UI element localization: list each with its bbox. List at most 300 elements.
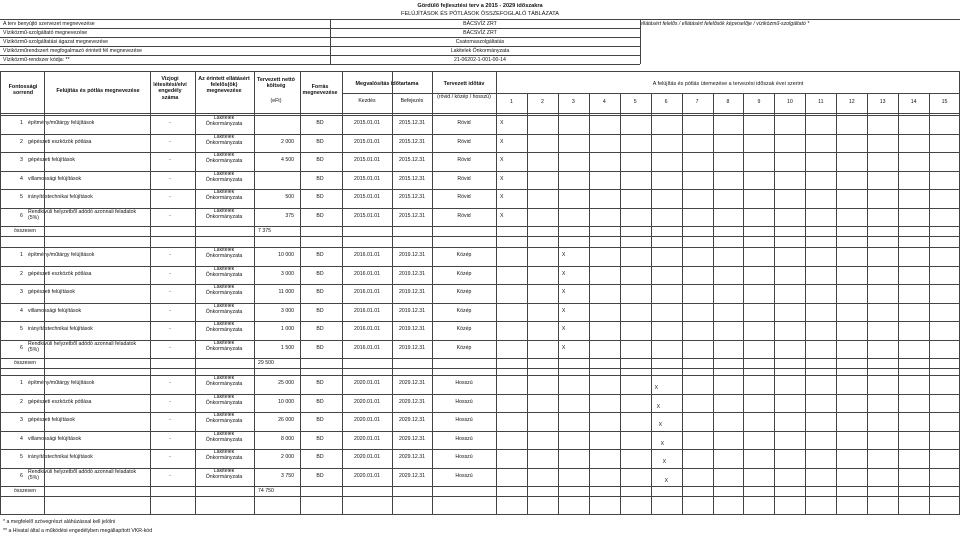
row-owner: Lakitelek Önkormányzata xyxy=(205,133,243,146)
row-end: 2015.12.31 xyxy=(399,138,425,145)
row-term: Rövid xyxy=(457,120,471,126)
row-cost: 500 xyxy=(285,194,294,200)
grid-line xyxy=(195,71,196,514)
section-total-value: 7 375 xyxy=(258,228,271,234)
grid-line xyxy=(620,93,621,514)
row-priority: 2 xyxy=(20,138,23,145)
row-cost: 1 500 xyxy=(281,344,294,351)
grid-line xyxy=(0,208,960,209)
row-priority: 1 xyxy=(20,252,23,258)
year-cell: 13 xyxy=(879,99,886,105)
row-source: BD xyxy=(316,472,324,479)
grid-line xyxy=(342,71,343,514)
info-label: Víziközmű-rendszer kódja: ** xyxy=(3,57,70,63)
row-year-mark: X xyxy=(660,440,665,447)
header-source: Forrás megnevezése xyxy=(302,84,338,97)
row-permit: - xyxy=(169,307,171,314)
row-end: 2015.12.31 xyxy=(399,194,425,200)
row-end: 2015.12.31 xyxy=(399,175,425,182)
row-year-mark: X xyxy=(561,344,566,351)
row-name: gépészeti eszközök pótlása xyxy=(28,138,92,145)
grid-line xyxy=(0,284,960,285)
grid-line xyxy=(867,93,868,514)
year-cell: 2 xyxy=(540,99,544,105)
table-row xyxy=(0,394,960,413)
row-end: 2029.12.31 xyxy=(399,472,425,479)
grid-line xyxy=(0,486,960,487)
row-name: gépészeti felújítások xyxy=(28,289,76,295)
row-priority: 4 xyxy=(20,435,23,442)
row-source: BD xyxy=(316,326,324,332)
row-term: Hosszú xyxy=(455,472,473,479)
row-owner: Lakitelek Önkormányzata xyxy=(205,189,243,201)
row-source: BD xyxy=(316,138,324,145)
row-source: BD xyxy=(316,270,324,277)
table-row xyxy=(0,266,960,285)
row-permit: - xyxy=(169,194,171,200)
info-value: BÁCSVÍZ ZRT xyxy=(463,21,497,27)
row-permit: - xyxy=(169,435,171,442)
row-end: 2029.12.31 xyxy=(399,454,425,460)
row-end: 2019.12.31 xyxy=(399,252,425,258)
row-term: Közép xyxy=(456,307,472,314)
row-end: 2019.12.31 xyxy=(399,289,425,295)
row-end: 2019.12.31 xyxy=(399,326,425,332)
row-start: 2020.01.01 xyxy=(354,398,380,405)
row-start: 2015.01.01 xyxy=(354,138,380,145)
row-year-mark: X xyxy=(662,459,667,465)
row-start: 2020.01.01 xyxy=(354,435,380,442)
header-end: Befejezés xyxy=(400,98,424,104)
row-cost: 26 000 xyxy=(278,417,294,423)
grid-line xyxy=(0,134,960,135)
row-permit: - xyxy=(169,344,171,351)
header-cost: Tervezett nettó költség xyxy=(257,77,295,90)
row-owner: Lakitelek Önkormányzata xyxy=(205,339,243,352)
row-year-mark: X xyxy=(561,326,566,332)
section-total-label: összesen xyxy=(14,360,36,366)
row-year-mark: X xyxy=(664,477,669,484)
grid-line xyxy=(0,368,960,369)
row-term: Közép xyxy=(456,326,472,332)
info-label: A terv benyújtó szervezet megnevezése xyxy=(3,21,95,27)
row-end: 2019.12.31 xyxy=(399,270,425,277)
grid-line xyxy=(713,93,714,514)
row-priority: 5 xyxy=(20,326,23,332)
row-permit: - xyxy=(169,120,171,126)
info-value: Lakitelek Önkormányzata xyxy=(450,48,510,54)
row-cost: 1 000 xyxy=(281,326,294,332)
row-priority: 3 xyxy=(20,289,23,295)
row-name: Rendkívüli helyzetből adódó azonnali feladatok (5%) xyxy=(28,208,137,221)
grid-line xyxy=(432,71,433,514)
row-term: Rövid xyxy=(457,138,471,145)
row-name: irányítástechnikai felújítások xyxy=(28,326,93,332)
grid-line xyxy=(0,46,640,47)
section-total-value: 74 750 xyxy=(258,488,274,494)
row-name: gépészeti eszközök pótlása xyxy=(28,270,92,277)
grid-line xyxy=(0,303,960,304)
grid-line xyxy=(0,321,960,322)
row-priority: 3 xyxy=(20,417,23,423)
grid-line xyxy=(254,71,255,514)
grid-line xyxy=(0,71,960,72)
row-cost: 8 000 xyxy=(281,435,294,442)
row-term: Közép xyxy=(456,270,472,277)
grid-line xyxy=(0,412,960,413)
row-permit: - xyxy=(169,472,171,479)
grid-line xyxy=(150,71,151,514)
table-row xyxy=(0,449,960,468)
row-end: 2029.12.31 xyxy=(399,435,425,442)
row-permit: - xyxy=(169,138,171,145)
year-cell: 12 xyxy=(848,99,855,105)
year-cell: 8 xyxy=(726,99,730,105)
grid-line xyxy=(496,71,497,514)
table-row xyxy=(0,247,960,266)
grid-line xyxy=(743,93,744,514)
grid-line xyxy=(805,93,806,514)
row-year-mark: X xyxy=(654,385,659,391)
year-cell: 7 xyxy=(695,99,699,105)
row-start: 2015.01.01 xyxy=(354,212,380,219)
grid-line xyxy=(44,71,45,514)
row-name: villamossági felújítások xyxy=(28,307,82,314)
row-cost: 2 000 xyxy=(281,138,294,145)
table-row xyxy=(0,284,960,303)
grid-line xyxy=(0,431,960,432)
responsible-note: ellátásért felelős / ellátásért felelősök képviselője / víziközmű-szolgáltató * xyxy=(640,21,810,27)
row-end: 2029.12.31 xyxy=(399,398,425,405)
row-end: 2029.12.31 xyxy=(399,380,425,386)
row-source: BD xyxy=(316,454,324,460)
row-term: Közép xyxy=(456,252,472,258)
row-end: 2015.12.31 xyxy=(399,157,425,163)
grid-line xyxy=(0,496,960,497)
grid-line xyxy=(0,514,960,515)
row-permit: - xyxy=(169,380,171,386)
row-permit: - xyxy=(169,157,171,163)
row-start: 2015.01.01 xyxy=(354,175,380,182)
table-row xyxy=(0,321,960,340)
grid-line xyxy=(898,93,899,514)
row-name: gépészeti felújítások xyxy=(28,417,76,423)
row-year-mark: X xyxy=(656,403,661,410)
row-year-mark: X xyxy=(561,252,566,258)
section-total-label: összesen xyxy=(14,228,36,234)
row-permit: - xyxy=(169,212,171,219)
grid-line xyxy=(330,19,331,64)
row-cost: 4 500 xyxy=(281,157,294,163)
year-cell: 11 xyxy=(818,99,824,105)
header-duration: Megvalósítás időtartama xyxy=(355,81,419,87)
row-year-mark: X xyxy=(500,157,504,163)
row-term: Hosszú xyxy=(455,435,473,442)
grid-line xyxy=(0,266,960,267)
row-term: Hosszú xyxy=(455,398,473,405)
row-year-mark: X xyxy=(500,175,504,182)
row-source: BD xyxy=(316,380,324,386)
year-cell: 5 xyxy=(633,99,637,105)
row-owner: Lakitelek Önkormányzata xyxy=(205,393,243,406)
row-priority: 4 xyxy=(20,175,23,182)
row-name: Rendkívüli helyzetből adódó azonnali feladatok (5%) xyxy=(28,468,137,481)
row-owner: Lakitelek Önkormányzata xyxy=(205,412,243,424)
row-name: építmény/műtárgy felújítások xyxy=(28,380,95,386)
row-term: Rövid xyxy=(457,194,471,200)
table-row xyxy=(0,171,960,190)
row-owner: Lakitelek Önkormányzata xyxy=(205,115,243,127)
row-start: 2015.01.01 xyxy=(354,120,380,126)
grid-line xyxy=(342,93,496,94)
table-row xyxy=(0,375,960,394)
row-priority: 3 xyxy=(20,157,23,163)
row-term: Hosszú xyxy=(455,380,473,386)
row-term: Rövid xyxy=(457,175,471,182)
grid-line xyxy=(0,171,960,172)
row-cost: 11 000 xyxy=(278,289,294,295)
grid-line xyxy=(682,93,683,514)
table-row xyxy=(0,189,960,208)
row-source: BD xyxy=(316,398,324,405)
header-priority: Fontossági sorrend xyxy=(8,84,38,97)
row-start: 2020.01.01 xyxy=(354,472,380,479)
grid-line xyxy=(0,19,960,20)
year-cell: 14 xyxy=(910,99,917,105)
row-start: 2016.01.01 xyxy=(354,252,380,258)
row-name: irányítástechnikai felújítások xyxy=(28,194,93,200)
row-priority: 5 xyxy=(20,194,23,200)
grid-line xyxy=(558,93,559,514)
year-cell: 10 xyxy=(786,99,793,105)
footnote: * a megfelelő szövegrészt aláhúzással kell jelölni xyxy=(3,519,116,525)
row-permit: - xyxy=(169,454,171,460)
info-value: 21-06202-1-001-00-14 xyxy=(454,57,506,63)
table-row xyxy=(0,303,960,322)
header-start: Kezdés xyxy=(358,98,376,104)
header-term: Tervezett időtáv xyxy=(443,81,485,87)
section-total-value: 29 500 xyxy=(258,360,274,366)
grid-line xyxy=(0,152,960,153)
row-priority: 2 xyxy=(20,398,23,405)
grid-line xyxy=(0,71,1,514)
grid-line xyxy=(0,247,960,248)
row-permit: - xyxy=(169,326,171,332)
info-value: Csatornaszolgáltatás xyxy=(455,39,505,45)
row-start: 2016.01.01 xyxy=(354,307,380,314)
row-start: 2020.01.01 xyxy=(354,454,380,460)
row-name: villamossági felújítások xyxy=(28,175,82,182)
grid-line xyxy=(0,64,640,65)
row-year-mark: X xyxy=(658,422,663,428)
row-year-mark: X xyxy=(561,270,566,277)
grid-line xyxy=(0,236,960,237)
row-owner: Lakitelek Önkormányzata xyxy=(205,207,243,220)
table-row xyxy=(0,431,960,450)
row-permit: - xyxy=(169,398,171,405)
grid-line xyxy=(0,115,960,116)
grid-line xyxy=(0,37,640,38)
row-term: Hosszú xyxy=(455,417,473,423)
grid-line xyxy=(0,340,960,341)
row-term: Hosszú xyxy=(455,454,473,460)
row-end: 2019.12.31 xyxy=(399,307,425,314)
row-source: BD xyxy=(316,252,324,258)
row-cost: 3 000 xyxy=(281,307,294,314)
row-cost: 25 000 xyxy=(278,380,294,386)
year-cell: 6 xyxy=(664,99,668,105)
row-owner: Lakitelek Önkormányzata xyxy=(205,284,243,296)
header-schedule: A felújítás és pótlás ütemezése a tervezési időszak évei szerint xyxy=(652,81,804,87)
row-name: gépészeti eszközök pótlása xyxy=(28,398,92,405)
row-cost: 2 000 xyxy=(281,454,294,460)
row-permit: - xyxy=(169,252,171,258)
row-year-mark: X xyxy=(500,194,504,200)
row-year-mark: X xyxy=(561,307,566,314)
header-term-sub: (rövid / közép / hosszú) xyxy=(437,94,491,100)
row-owner: Lakitelek Önkormányzata xyxy=(205,152,243,164)
grid-line xyxy=(0,358,960,359)
row-end: 2019.12.31 xyxy=(399,344,425,351)
row-cost: 10 000 xyxy=(278,398,294,405)
row-year-mark: X xyxy=(500,212,504,219)
row-owner: Lakitelek Önkormányzata xyxy=(205,247,243,259)
row-priority: 2 xyxy=(20,270,23,277)
row-owner: Lakitelek Önkormányzata xyxy=(205,467,243,480)
row-name: Rendkívüli helyzetből adódó azonnali feladatok (5%) xyxy=(28,340,137,353)
row-permit: - xyxy=(169,289,171,295)
grid-line xyxy=(0,394,960,395)
header-permit: Vízjogi létesítési/elvi engedély száma xyxy=(153,76,187,101)
grid-line xyxy=(651,93,652,514)
row-start: 2015.01.01 xyxy=(354,194,380,200)
year-cell: 4 xyxy=(602,99,606,105)
row-year-mark: X xyxy=(561,289,566,295)
row-source: BD xyxy=(316,120,324,126)
row-name: villamossági felújítások xyxy=(28,435,82,442)
header-owner: Az érintett ellátásért felelős(ök) megnevezése xyxy=(198,76,250,95)
grid-line xyxy=(640,19,641,64)
grid-line xyxy=(0,189,960,190)
row-owner: Lakitelek Önkormányzata xyxy=(205,302,243,315)
row-start: 2016.01.01 xyxy=(354,270,380,277)
row-priority: 6 xyxy=(20,212,23,219)
grid-line xyxy=(300,71,301,514)
grid-line xyxy=(929,93,930,514)
table-title: FELÚJÍTÁSOK ÉS PÓTLÁSOK ÖSSZEFOGLALÓ TÁBLÁZATA xyxy=(401,11,559,17)
year-cell: 15 xyxy=(941,99,948,105)
row-term: Közép xyxy=(456,289,472,295)
row-priority: 1 xyxy=(20,380,23,386)
grid-line xyxy=(774,93,775,514)
header-cost-unit: (eFt) xyxy=(270,98,282,104)
table-row xyxy=(0,468,960,487)
table-row xyxy=(0,152,960,171)
row-name: építmény/műtárgy felújítások xyxy=(28,252,95,258)
row-start: 2015.01.01 xyxy=(354,157,380,163)
year-cell: 3 xyxy=(571,99,575,105)
plan-title: Gördülő fejlesztési terv a 2015 - 2029 időszakra xyxy=(417,3,543,9)
table-row xyxy=(0,412,960,431)
year-cell: 1 xyxy=(510,99,513,105)
row-source: BD xyxy=(316,417,324,423)
year-cell: 9 xyxy=(757,99,761,105)
row-start: 2016.01.01 xyxy=(354,289,380,295)
grid-line xyxy=(527,93,528,514)
row-owner: Lakitelek Önkormányzata xyxy=(205,449,243,461)
row-priority: 1 xyxy=(20,120,23,126)
info-label: Víziközmű-szolgáltatási ágazat megnevezése xyxy=(3,39,108,45)
row-start: 2020.01.01 xyxy=(354,380,380,386)
row-owner: Lakitelek Önkormányzata xyxy=(205,265,243,278)
grid-line xyxy=(392,71,393,514)
row-permit: - xyxy=(169,270,171,277)
grid-line xyxy=(836,93,837,514)
row-start: 2020.01.01 xyxy=(354,417,380,423)
grid-line xyxy=(496,93,960,94)
grid-line xyxy=(589,93,590,514)
row-term: Közép xyxy=(456,344,472,351)
grid-line xyxy=(0,113,960,114)
row-term: Rövid xyxy=(457,157,471,163)
info-label: Víziközmű-szolgáltató megnevezése xyxy=(3,30,88,36)
table-row xyxy=(0,340,960,359)
row-cost: 3 750 xyxy=(281,472,294,479)
row-end: 2015.12.31 xyxy=(399,120,425,126)
row-priority: 5 xyxy=(20,454,23,460)
row-source: BD xyxy=(316,344,324,351)
row-name: építmény/műtárgy felújítások xyxy=(28,120,95,126)
row-source: BD xyxy=(316,212,324,219)
row-start: 2016.01.01 xyxy=(354,344,380,351)
footnote: ** a Hivatal által a működési engedélyben megállapított VKR-kód xyxy=(3,528,153,534)
grid-line xyxy=(0,375,960,376)
header-name: Felújítás és pótlás megnevezése xyxy=(56,88,140,94)
row-priority: 6 xyxy=(20,344,23,351)
table-row xyxy=(0,115,960,134)
grid-line xyxy=(0,28,640,29)
row-priority: 4 xyxy=(20,307,23,314)
row-name: gépészeti felújítások xyxy=(28,157,76,163)
grid-line xyxy=(0,226,960,227)
grid-line xyxy=(0,55,640,56)
row-permit: - xyxy=(169,417,171,423)
row-year-mark: X xyxy=(500,120,504,126)
row-source: BD xyxy=(316,289,324,295)
table-row xyxy=(0,208,960,227)
row-source: BD xyxy=(316,175,324,182)
info-value: BÁCSVÍZ ZRT xyxy=(463,30,497,36)
row-end: 2015.12.31 xyxy=(399,212,425,219)
table-row xyxy=(0,134,960,153)
row-priority: 6 xyxy=(20,472,23,479)
row-permit: - xyxy=(169,175,171,182)
row-cost: 10 000 xyxy=(278,252,294,258)
row-year-mark: X xyxy=(500,138,504,145)
row-source: BD xyxy=(316,307,324,314)
row-name: irányítástechnikai felújítások xyxy=(28,454,93,460)
row-owner: Lakitelek Önkormányzata xyxy=(205,430,243,443)
row-term: Rövid xyxy=(457,212,471,219)
row-source: BD xyxy=(316,435,324,442)
row-source: BD xyxy=(316,194,324,200)
row-cost: 375 xyxy=(285,212,294,219)
grid-line xyxy=(0,449,960,450)
row-cost: 3 000 xyxy=(281,270,294,277)
row-end: 2029.12.31 xyxy=(399,417,425,423)
section-total-label: összesen xyxy=(14,488,36,494)
grid-line xyxy=(0,468,960,469)
